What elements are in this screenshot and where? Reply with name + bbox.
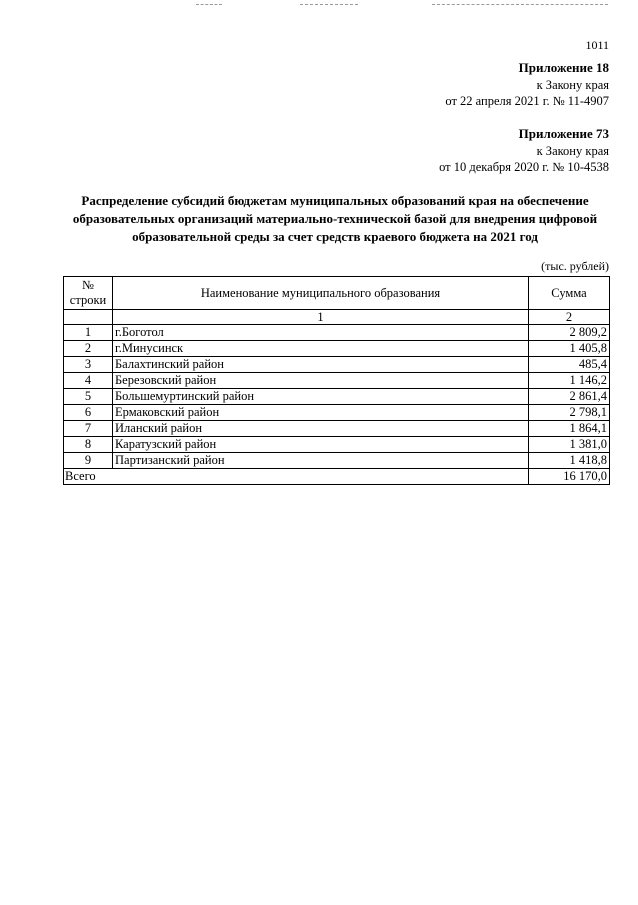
scan-top-edge-marks [0,2,638,8]
column-index-row [64,310,610,325]
table-row [64,357,610,373]
subsidy-sum: 1 864,1 [529,421,610,437]
municipality-name: г.Боготол [113,325,529,341]
column-index-cell [64,310,113,325]
subsidy-sum: 1 405,8 [529,341,610,357]
units-label: (тыс. рублей) [541,259,609,273]
total-sum: 16 170,0 [529,469,610,485]
appendix-current-line1: к Закону края [536,77,609,92]
row-number: 4 [64,373,113,389]
subsidy-sum: 485,4 [529,357,610,373]
appendix-original-line2: от 10 декабря 2020 г. № 10-4538 [439,160,609,174]
table-row [64,437,610,453]
municipality-name: Каратузский район [113,437,529,453]
subsidy-table [63,276,610,485]
row-number: 2 [64,341,113,357]
row-number: 9 [64,453,113,469]
total-label: Всего [64,469,529,485]
document-title-line: образовательной среды за счет средств краевого бюджета на 2021 год [132,229,538,244]
column-index-cell: 2 [529,310,610,325]
row-number: 1 [64,325,113,341]
row-number: 3 [64,357,113,373]
table-row [64,421,610,437]
table-row [64,325,610,341]
header-sum: Сумма [529,277,610,310]
header-row-number-label: строки [69,293,107,307]
subsidy-sum: 2 861,4 [529,389,610,405]
subsidy-sum: 1 381,0 [529,437,610,453]
row-number: 7 [64,421,113,437]
table-header-row [64,277,610,310]
municipality-name: Иланский район [113,421,529,437]
header-row-number-symbol: № [82,278,94,292]
table-row [64,453,610,469]
municipality-name: Ермаковский район [113,405,529,421]
header-row-number [64,277,113,310]
appendix-original [439,126,609,176]
subsidy-sum: 1 418,8 [529,453,610,469]
appendix-current-title: Приложение 18 [518,60,609,75]
document-title [40,192,630,246]
subsidy-sum: 2 798,1 [529,405,610,421]
municipality-name: г.Минусинск [113,341,529,357]
appendix-current-line2: от 22 апреля 2021 г. № 11-4907 [445,94,609,108]
page-number: 1011 [585,38,609,52]
column-index-cell: 1 [113,310,529,325]
document-title-line: образовательных организаций материально-технической базой для внедрения цифровой [72,211,598,226]
municipality-name: Балахтинский район [113,357,529,373]
municipality-name: Березовский район [113,373,529,389]
subsidy-sum: 2 809,2 [529,325,610,341]
table-row [64,373,610,389]
row-number: 8 [64,437,113,453]
table-row [64,405,610,421]
appendix-original-title: Приложение 73 [518,126,609,141]
row-number: 5 [64,389,113,405]
table-row [64,341,610,357]
municipality-name: Партизанский район [113,453,529,469]
document-title-line: Распределение субсидий бюджетам муниципальных образований края на обеспечение [81,193,589,208]
row-number: 6 [64,405,113,421]
table-row [64,389,610,405]
header-municipality-name: Наименование муниципального образования [113,277,529,310]
municipality-name: Большемуртинский район [113,389,529,405]
appendix-current [445,60,609,110]
total-row [64,469,610,485]
subsidy-sum: 1 146,2 [529,373,610,389]
appendix-original-line1: к Закону края [536,143,609,158]
